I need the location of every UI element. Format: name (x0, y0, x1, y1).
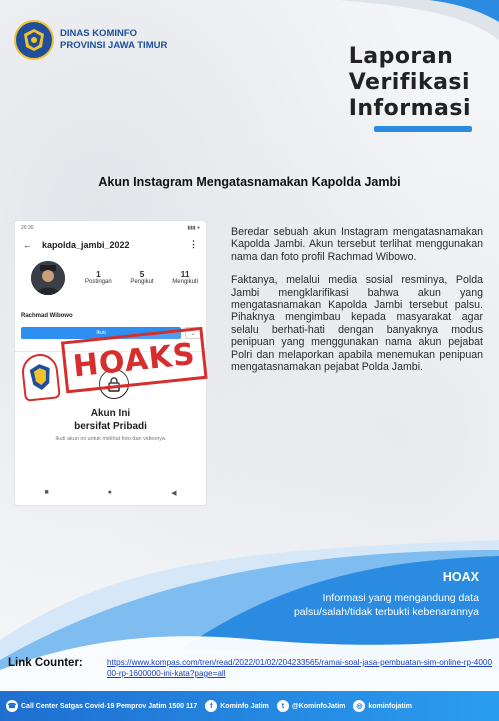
home-icon: ● (107, 489, 113, 496)
more-icon: ⋮ (189, 239, 198, 249)
org-line1: DINAS KOMINFO (60, 28, 138, 39)
verdict-description: Informasi yang mengandung data palsu/salah/tidak terbukti kebenarannya (293, 592, 479, 618)
profile-name: Rachmad Wibowo (21, 313, 73, 319)
footer-twitter[interactable] (277, 700, 346, 712)
stat-posts-label: Postingan (85, 279, 112, 285)
recent-apps-icon: ■ (44, 489, 49, 496)
stamp-seal-icon (20, 352, 61, 402)
twitter-icon: t (277, 700, 289, 712)
stamp-box (61, 327, 208, 394)
stat-following-label: Mengikuti (172, 279, 198, 285)
twitter-text: @KominfoJatim (291, 702, 346, 710)
avatar (31, 261, 65, 295)
back-icon: ◀ (171, 490, 177, 497)
title-underline (374, 126, 472, 132)
jatim-logo-icon (14, 20, 54, 60)
link-counter-label: Link Counter: (8, 657, 83, 669)
footer-facebook[interactable] (205, 700, 269, 712)
footer (0, 691, 499, 721)
follow-button: Ikuti (21, 327, 181, 339)
footer-instagram[interactable] (353, 700, 412, 712)
private-account-subtitle: Ikuti akun ini untuk melihat foto dan videonya. (55, 436, 167, 442)
footer-call-center (6, 700, 197, 712)
profile-username: kapolda_jambi_2022 (42, 239, 130, 250)
profile-stats (85, 269, 198, 285)
back-arrow-icon: ← (23, 239, 32, 250)
stat-following (172, 269, 198, 285)
stat-posts (85, 269, 112, 285)
paragraph-2: Faktanya, melalui media sosial resminya, Polda Jambi mengklarifikasi bahwa akun yang mengatasnamakan Kapolda Jambi tersebut palsu. Pihaknya mengimbau kepada masyarakat agar selalu berhati-hati dengan banyaknya modus penipuan yang menggunakan nama akun pejabat Polri dan melaporkan apabila menemukan penipuan mengatasnamakan pejabat Polda Jambi. (231, 274, 483, 374)
org-header (14, 20, 167, 60)
headline: Akun Instagram Mengatasnamakan Kapolda Jambi (98, 175, 401, 189)
stat-followers-num: 5 (139, 269, 145, 279)
paragraph-1: Beredar sebuah akun Instagram mengatasnamakan Kapolda Jambi. Akun tersebut terlihat menggunakan nama dan foto profil Rachmad Wibowo. (231, 226, 483, 263)
stat-posts-num: 1 (95, 269, 101, 279)
facebook-icon: f (205, 700, 217, 712)
status-time: 20:30 (21, 225, 34, 231)
stamp-text: HOAKS (71, 336, 198, 384)
phone-icon: ☎ (6, 700, 18, 712)
profile-topbar (23, 239, 198, 250)
chevron-down-icon: ⌄ (185, 327, 201, 339)
verdict-label: HOAX (442, 570, 479, 584)
report-title (349, 44, 471, 122)
call-center-text: Call Center Satgas Covid-19 Pemprov Jatim 1500 117 (21, 702, 198, 710)
stat-followers (130, 269, 153, 285)
stat-followers-label: Pengikut (130, 279, 154, 285)
report-title-line1: Laporan (348, 44, 454, 69)
private-title-line1: Akun Ini (90, 408, 131, 419)
stat-following-num: 11 (180, 269, 190, 279)
org-name (60, 28, 167, 52)
report-title-line3: Informasi (348, 96, 471, 121)
org-line2: PROVINSI JAWA TIMUR (60, 40, 168, 51)
signal-icon: ▮▮▮ ● (187, 225, 200, 231)
status-bar (21, 225, 200, 231)
article-body (231, 226, 483, 384)
link-counter-url[interactable]: https://www.kompas.com/tren/read/2022/01/02/204233565/ramai-soal-jasa-pembuatan-sim-online-rp-400000-rp-1600000-ini-kata?page=all (107, 658, 493, 678)
instagram-icon: ◎ (353, 700, 365, 712)
report-title-line2: Verifikasi (348, 70, 471, 95)
facebook-text: Kominfo Jatim (220, 702, 269, 710)
instagram-text: kominfojatim (368, 702, 412, 710)
phone-nav-bar (15, 489, 206, 497)
private-title-line2: bersifat Pribadi (74, 421, 147, 432)
